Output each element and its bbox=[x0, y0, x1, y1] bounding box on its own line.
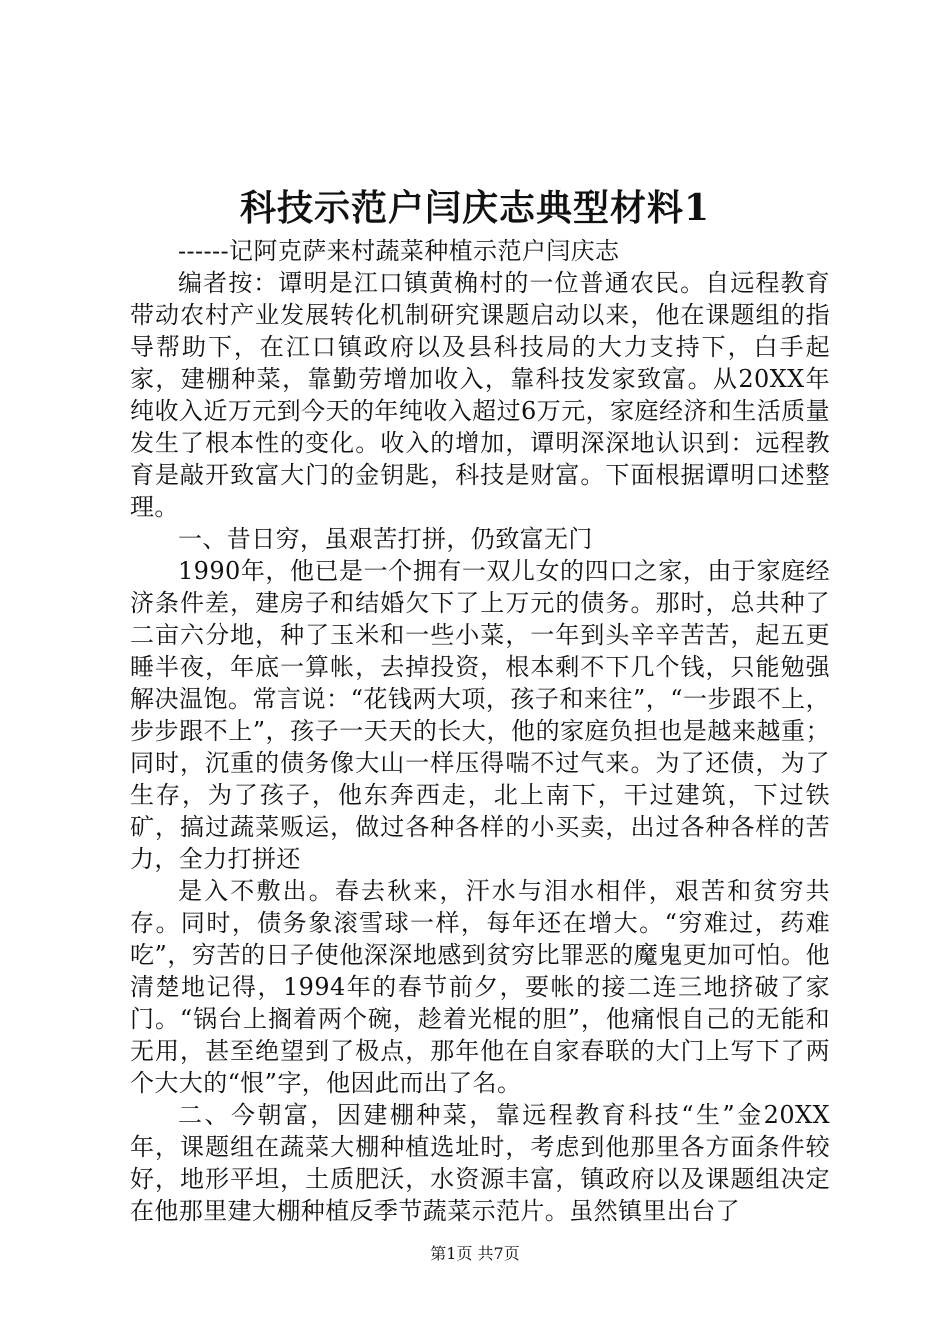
document-title: 科技示范户闫庆志典型材料1 bbox=[239, 187, 711, 229]
document-subtitle: ------记阿克萨来村蔬菜种植示范户闫庆志 bbox=[178, 237, 620, 265]
paragraph-hardship: 是入不敷出。春去秋来，汗水与泪水相伴，艰苦和贫穷共存。同时，债务象滚雪球一样，每年还在增大。“穷难过，药难吃”，穷苦的日子使他深深地感到贫穷比罪恶的魔鬼更加可怕。他清楚地记得，1994年的春节前夕，要帐的接二连三地挤破了家门。“锅台上搁着两个碗，趁着光棍的胆”，他痛恨自己的无能和无用，甚至绝望到了极点，那年他在自家春联的大门上写下了两个大大的“恨”字，他因此而出了名。 bbox=[130, 877, 830, 1097]
section-heading-2: 二、今朝富，因建棚种菜，靠远程教育科技“生”金20XX年，课题组在蔬菜大棚种植选址时，考虑到他那里各方面条件较好，地形平坦，土质肥沃，水资源丰富，镇政府以及课题组决定在他那里建大棚种植反季节蔬菜示范片。虽然镇里出台了 bbox=[130, 1101, 830, 1225]
paragraph-editor-note: 编者按：谭明是江口镇黄桷村的一位普通农民。自远程教育带动农村产业发展转化机制研究课题启动以来，他在课题组的指导帮助下，在江口镇政府以及县科技局的大力支持下，白手起家，建棚种菜，靠勤劳增加收入，靠科技发家致富。从20XX年纯收入近万元到今天的年纯收入超过6万元，家庭经济和生活质量发生了根本性的变化。收入的增加，谭明深深地认识到：远程教育是敲开致富大门的金钥匙，科技是财富。下面根据谭明口述整理。 bbox=[130, 269, 830, 521]
page-footer: 第1页 共7页 bbox=[430, 1244, 520, 1263]
section-heading-1: 一、昔日穷，虽艰苦打拼，仍致富无门 bbox=[178, 525, 593, 553]
paragraph-1990: 1990年，他已是一个拥有一双儿女的四口之家，由于家庭经济条件差，建房子和结婚欠下了上万元的债务。那时，总共种了二亩六分地，种了玉米和一些小菜，一年到头辛辛苦苦，起五更睡半夜，年底一算帐，去掉投资，根本剩不下几个钱，只能勉强解决温饱。常言说：“花钱两大项，孩子和来往”，“一步跟不上，步步跟不上”，孩子一天天的长大，他的家庭负担也是越来越重；同时，沉重的债务像大山一样压得喘不过气来。为了还债，为了生存，为了孩子，他东奔西走，北上南下，干过建筑，下过铁矿，搞过蔬菜贩运，做过各种各样的小买卖，出过各种各样的苦力，全力打拼还 bbox=[130, 557, 830, 873]
document-body bbox=[130, 235, 830, 1227]
